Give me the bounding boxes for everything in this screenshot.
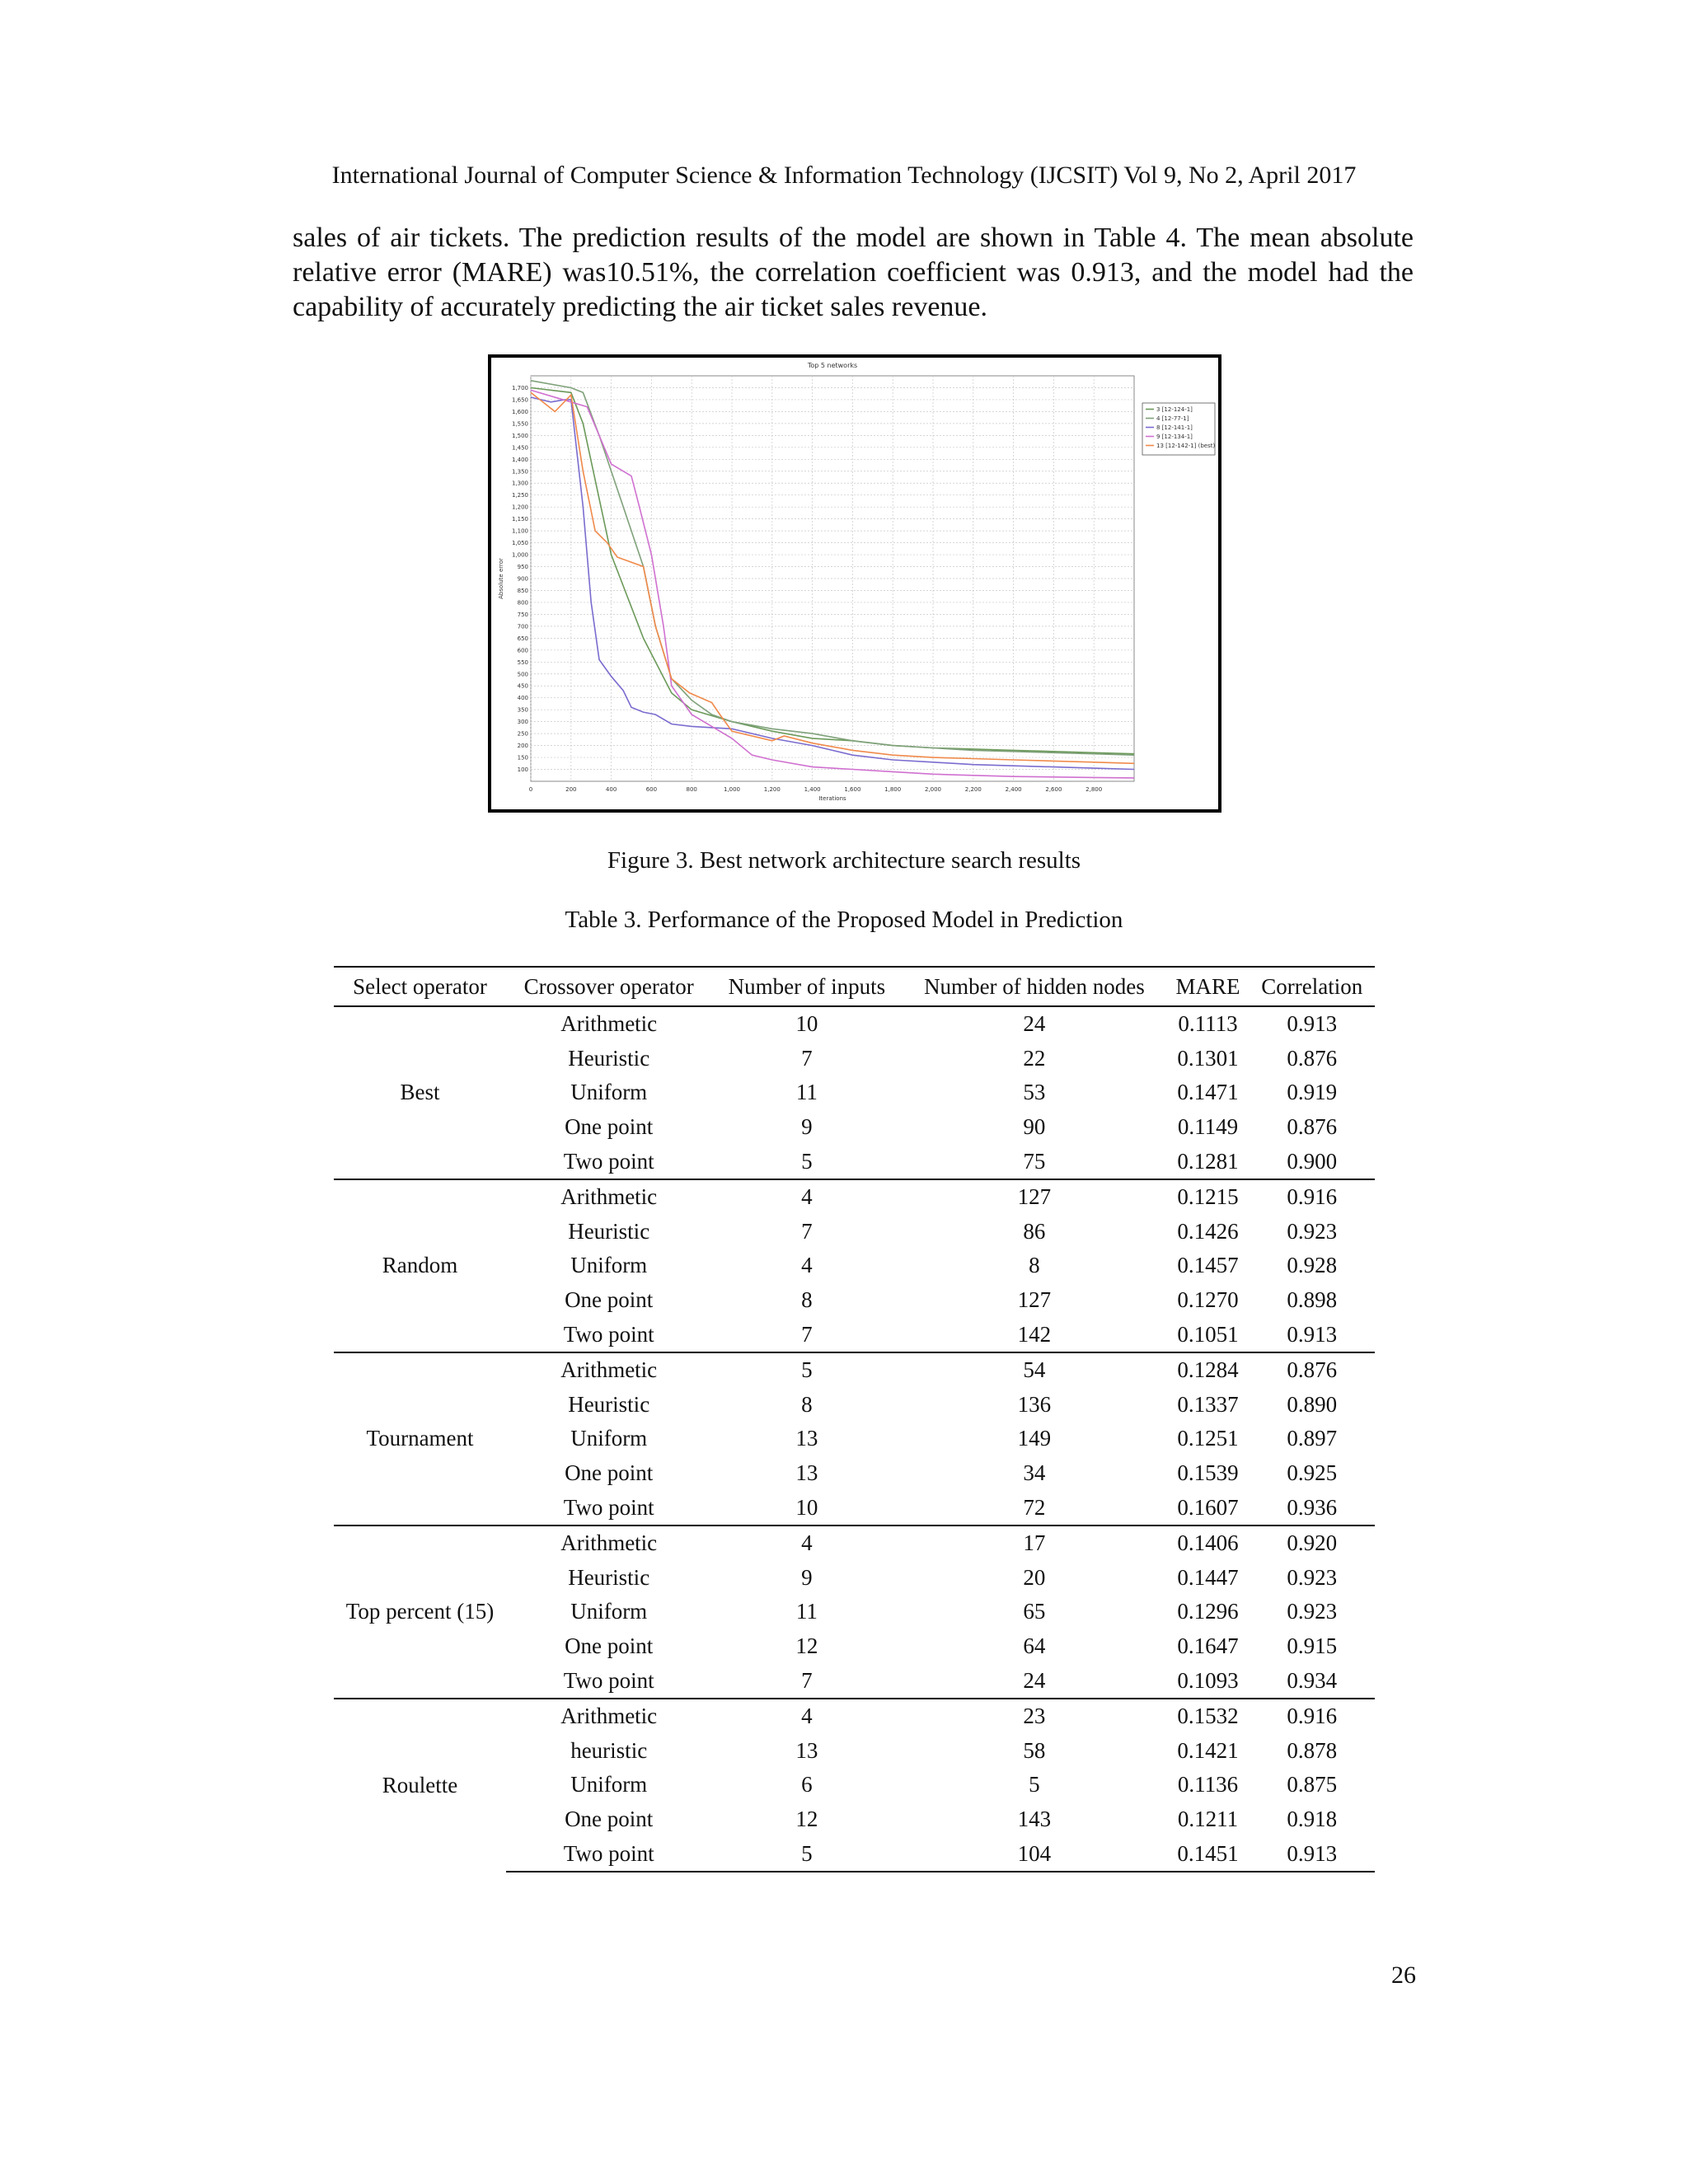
y-tick-label: 1,550 <box>511 420 528 428</box>
y-tick-label: 450 <box>517 682 528 690</box>
paragraph-line: relative error (MARE) was10.51%, the correlation coefficient was 0.913, and the model had the <box>293 257 1414 288</box>
correlation-cell: 0.876 <box>1250 1352 1375 1388</box>
correlation-cell: 0.918 <box>1287 1806 1338 1831</box>
select-operator-cell: Random <box>334 1179 506 1352</box>
y-tick-label: 750 <box>517 611 528 618</box>
mare-cell: 0.1211 <box>1177 1806 1239 1831</box>
y-tick-label: 600 <box>517 647 528 654</box>
inputs-cell: 8 <box>801 1287 813 1313</box>
page-number: 26 <box>1391 1961 1416 1989</box>
y-tick-label: 200 <box>517 743 528 750</box>
correlation-cell: 0.875 <box>1287 1772 1338 1797</box>
body-paragraph <box>293 221 1414 325</box>
hidden-nodes-cell: 127 <box>902 1179 1166 1215</box>
y-tick-label: 1,100 <box>511 527 528 535</box>
x-tick-label: 2,800 <box>1085 786 1103 793</box>
mare-cell: 0.1539 <box>1177 1460 1239 1486</box>
x-tick-label: 800 <box>686 786 697 793</box>
line-chart <box>491 358 1218 809</box>
hidden-nodes-cell: 64 <box>1023 1633 1046 1658</box>
x-axis-label: Iterations <box>818 795 846 802</box>
hidden-nodes-cell: 58 <box>1023 1737 1046 1763</box>
y-tick-label: 100 <box>517 766 528 774</box>
hidden-nodes-cell: 90 <box>1023 1114 1046 1140</box>
x-tick-label: 2,600 <box>1045 786 1062 793</box>
inputs-cell: 4 <box>711 1179 902 1215</box>
table-body <box>334 1006 1375 1872</box>
inputs-cell: 7 <box>801 1667 813 1693</box>
hidden-nodes-cell: 136 <box>1017 1391 1052 1417</box>
table-row <box>334 1352 1375 1388</box>
y-tick-label: 300 <box>517 719 528 726</box>
inputs-cell: 5 <box>711 1836 902 1872</box>
legend-entry: 8 [12-141-1] <box>1156 424 1193 431</box>
y-tick-label: 700 <box>517 623 528 630</box>
mare-cell: 0.1093 <box>1177 1667 1239 1693</box>
correlation-cell: 0.919 <box>1287 1080 1338 1105</box>
x-tick-label: 1,200 <box>763 786 781 793</box>
header-crossover-operator: Crossover operator <box>506 967 711 1006</box>
correlation-cell: 0.920 <box>1250 1526 1375 1561</box>
hidden-nodes-cell: 127 <box>1017 1287 1052 1313</box>
y-tick-label: 550 <box>517 658 528 666</box>
inputs-cell: 5 <box>711 1352 902 1388</box>
mare-cell: 0.1270 <box>1177 1287 1239 1313</box>
y-tick-label: 1,150 <box>511 516 528 523</box>
mare-cell: 0.1051 <box>1177 1321 1239 1347</box>
x-tick-label: 2,000 <box>924 786 942 793</box>
y-tick-label: 1,050 <box>511 540 528 547</box>
hidden-nodes-cell: 104 <box>902 1836 1166 1872</box>
hidden-nodes-cell: 20 <box>1023 1564 1046 1590</box>
crossover-cell: Uniform <box>570 1772 648 1797</box>
mare-cell: 0.1113 <box>1166 1006 1249 1042</box>
mare-cell: 0.1337 <box>1177 1391 1239 1417</box>
correlation-cell: 0.900 <box>1287 1148 1338 1174</box>
inputs-cell: 7 <box>801 1218 813 1244</box>
correlation-cell: 0.923 <box>1287 1218 1338 1244</box>
hidden-nodes-cell: 72 <box>1023 1494 1046 1520</box>
inputs-cell: 4 <box>801 1253 813 1278</box>
correlation-cell: 0.916 <box>1250 1179 1375 1215</box>
inputs-cell: 5 <box>801 1148 813 1174</box>
hidden-nodes-cell: 53 <box>1023 1080 1046 1105</box>
correlation-cell: 0.925 <box>1287 1460 1338 1486</box>
journal-header: International Journal of Computer Science & Information Technology (IJCSIT) Vol 9, No 2, April 2017 <box>331 162 1357 189</box>
x-tick-label: 1,800 <box>884 786 902 793</box>
hidden-nodes-cell: 34 <box>1023 1460 1046 1486</box>
mare-cell: 0.1421 <box>1177 1737 1239 1763</box>
correlation-cell: 0.876 <box>1287 1045 1338 1071</box>
hidden-nodes-cell: 17 <box>902 1526 1166 1561</box>
y-tick-label: 1,600 <box>511 408 528 415</box>
mare-cell: 0.1281 <box>1177 1148 1239 1174</box>
y-tick-label: 950 <box>517 564 528 571</box>
mare-cell: 0.1406 <box>1166 1526 1249 1561</box>
correlation-cell: 0.928 <box>1287 1253 1338 1278</box>
select-operator-cell: Top percent (15) <box>334 1526 506 1699</box>
mare-cell: 0.1471 <box>1177 1080 1239 1105</box>
legend-entry: 4 [12-77-1] <box>1156 415 1189 422</box>
y-tick-label: 900 <box>517 575 528 583</box>
header-hidden-nodes: Number of hidden nodes <box>902 967 1166 1006</box>
crossover-cell: Two point <box>506 1836 711 1872</box>
crossover-cell: Uniform <box>570 1426 648 1451</box>
hidden-nodes-cell: 149 <box>1017 1426 1052 1451</box>
mare-cell: 0.1301 <box>1177 1045 1239 1071</box>
mare-cell: 0.1284 <box>1166 1352 1249 1388</box>
x-tick-label: 400 <box>605 786 617 793</box>
hidden-nodes-cell: 75 <box>1023 1148 1046 1174</box>
crossover-cell: Arithmetic <box>506 1352 711 1388</box>
hidden-nodes-cell: 22 <box>1023 1045 1046 1071</box>
table-row <box>334 1526 1375 1561</box>
y-tick-label: 1,500 <box>511 432 528 439</box>
crossover-cell: Heuristic <box>568 1564 650 1590</box>
x-tick-label: 2,200 <box>964 786 982 793</box>
inputs-cell: 6 <box>801 1772 813 1797</box>
inputs-cell: 8 <box>801 1391 813 1417</box>
legend-entry: 9 [12-134-1] <box>1156 434 1193 440</box>
crossover-cell: Heuristic <box>568 1045 650 1071</box>
inputs-cell: 12 <box>795 1806 818 1831</box>
x-tick-label: 0 <box>528 786 533 793</box>
y-tick-label: 1,000 <box>511 551 528 559</box>
hidden-nodes-cell: 23 <box>902 1699 1166 1734</box>
y-tick-label: 1,700 <box>511 384 528 391</box>
inputs-cell: 11 <box>795 1599 818 1624</box>
inputs-cell: 10 <box>711 1006 902 1042</box>
inputs-cell: 4 <box>711 1699 902 1734</box>
correlation-cell: 0.913 <box>1250 1836 1375 1872</box>
x-tick-label: 600 <box>645 786 658 793</box>
x-tick-label: 1,400 <box>804 786 821 793</box>
hidden-nodes-cell: 24 <box>1023 1667 1046 1693</box>
inputs-cell: 10 <box>795 1494 818 1520</box>
crossover-cell: Heuristic <box>568 1391 650 1417</box>
hidden-nodes-cell: 65 <box>1023 1599 1046 1624</box>
y-tick-label: 650 <box>517 635 528 642</box>
crossover-cell: heuristic <box>570 1737 648 1763</box>
inputs-cell: 4 <box>711 1526 902 1561</box>
y-tick-label: 150 <box>517 754 528 762</box>
y-tick-label: 350 <box>517 706 528 714</box>
hidden-nodes-cell: 8 <box>1029 1253 1040 1278</box>
figure-3-chart <box>488 354 1221 813</box>
inputs-cell: 7 <box>801 1045 813 1071</box>
mare-cell: 0.1457 <box>1177 1253 1239 1278</box>
inputs-cell: 13 <box>795 1460 818 1486</box>
paragraph-line: sales of air tickets. The prediction results of the model are shown in Table 4. The mean absolute <box>293 223 1414 253</box>
inputs-cell: 7 <box>801 1321 813 1347</box>
crossover-cell: Arithmetic <box>506 1526 711 1561</box>
select-operator-cell: Tournament <box>334 1352 506 1526</box>
y-tick-label: 1,300 <box>511 480 528 487</box>
inputs-cell: 9 <box>801 1564 813 1590</box>
hidden-nodes-cell: 24 <box>902 1006 1166 1042</box>
inputs-cell: 12 <box>795 1633 818 1658</box>
select-operator-cell: Roulette <box>334 1699 506 1872</box>
y-tick-label: 850 <box>517 587 528 594</box>
correlation-cell: 0.936 <box>1287 1494 1338 1520</box>
correlation-cell: 0.890 <box>1287 1391 1338 1417</box>
mare-cell: 0.1296 <box>1177 1599 1239 1624</box>
y-tick-label: 250 <box>517 730 528 738</box>
y-tick-label: 1,450 <box>511 444 528 452</box>
y-tick-label: 1,350 <box>511 468 528 476</box>
crossover-cell: Arithmetic <box>506 1006 711 1042</box>
paragraph-line: capability of accurately predicting the air ticket sales revenue. <box>293 292 987 322</box>
crossover-cell: Heuristic <box>568 1218 650 1244</box>
crossover-cell: One point <box>565 1633 654 1658</box>
chart-title: Top 5 networks <box>807 362 858 369</box>
mare-cell: 0.1215 <box>1166 1179 1249 1215</box>
header-select-operator: Select operator <box>334 967 506 1006</box>
y-tick-label: 1,250 <box>511 492 528 499</box>
correlation-cell: 0.898 <box>1287 1287 1338 1313</box>
y-tick-label: 1,200 <box>511 504 528 511</box>
header-mare: MARE <box>1166 967 1249 1006</box>
mare-cell: 0.1136 <box>1177 1772 1239 1797</box>
correlation-cell: 0.923 <box>1287 1564 1338 1590</box>
x-tick-label: 1,600 <box>844 786 861 793</box>
crossover-cell: One point <box>565 1460 654 1486</box>
correlation-cell: 0.876 <box>1287 1114 1338 1140</box>
crossover-cell: Two point <box>563 1321 654 1347</box>
correlation-cell: 0.923 <box>1287 1599 1338 1624</box>
x-tick-label: 2,400 <box>1005 786 1022 793</box>
legend-entry: 13 [12-142-1] (best) <box>1156 443 1216 449</box>
y-axis-label: Absolute error <box>498 558 504 599</box>
results-table <box>334 966 1375 1872</box>
crossover-cell: One point <box>565 1114 654 1140</box>
crossover-cell: Uniform <box>570 1599 648 1624</box>
crossover-cell: Two point <box>563 1148 654 1174</box>
header-correlation: Correlation <box>1250 967 1375 1006</box>
correlation-cell: 0.934 <box>1287 1667 1338 1693</box>
correlation-cell: 0.916 <box>1250 1699 1375 1734</box>
inputs-cell: 11 <box>795 1080 818 1105</box>
hidden-nodes-cell: 54 <box>902 1352 1166 1388</box>
inputs-cell: 13 <box>795 1737 818 1763</box>
mare-cell: 0.1607 <box>1177 1494 1239 1520</box>
hidden-nodes-cell: 86 <box>1023 1218 1046 1244</box>
legend-entry: 3 [12-124-1] <box>1156 406 1193 413</box>
inputs-cell: 13 <box>795 1426 818 1451</box>
x-tick-label: 200 <box>565 786 577 793</box>
table-row <box>334 1179 1375 1215</box>
table-caption: Table 3. Performance of the Proposed Model in Prediction <box>565 907 1123 933</box>
crossover-cell: Arithmetic <box>506 1699 711 1734</box>
mare-cell: 0.1647 <box>1177 1633 1239 1658</box>
header-number-of-inputs: Number of inputs <box>711 967 902 1006</box>
hidden-nodes-cell: 142 <box>1017 1321 1052 1347</box>
y-tick-label: 500 <box>517 671 528 678</box>
x-tick-label: 1,000 <box>723 786 741 793</box>
crossover-cell: Two point <box>563 1667 654 1693</box>
mare-cell: 0.1447 <box>1177 1564 1239 1590</box>
correlation-cell: 0.913 <box>1250 1006 1375 1042</box>
mare-cell: 0.1251 <box>1177 1426 1239 1451</box>
mare-cell: 0.1426 <box>1177 1218 1239 1244</box>
table-row <box>334 1006 1375 1042</box>
correlation-cell: 0.878 <box>1287 1737 1338 1763</box>
y-tick-label: 1,400 <box>511 456 528 463</box>
hidden-nodes-cell: 5 <box>1029 1772 1040 1797</box>
inputs-cell: 9 <box>801 1114 813 1140</box>
correlation-cell: 0.897 <box>1287 1426 1338 1451</box>
mare-cell: 0.1149 <box>1177 1114 1239 1140</box>
figure-caption: Figure 3. Best network architecture search results <box>607 847 1081 874</box>
y-tick-label: 400 <box>517 695 528 702</box>
crossover-cell: One point <box>565 1287 654 1313</box>
y-tick-label: 1,650 <box>511 396 528 404</box>
correlation-cell: 0.915 <box>1287 1633 1338 1658</box>
y-tick-label: 800 <box>517 599 528 607</box>
crossover-cell: Uniform <box>570 1080 648 1105</box>
table-header-row <box>334 967 1375 1006</box>
mare-cell: 0.1532 <box>1166 1699 1249 1734</box>
crossover-cell: Uniform <box>570 1253 648 1278</box>
correlation-cell: 0.913 <box>1287 1321 1338 1347</box>
table-row <box>334 1699 1375 1734</box>
hidden-nodes-cell: 143 <box>1017 1806 1052 1831</box>
mare-cell: 0.1451 <box>1166 1836 1249 1872</box>
select-operator-cell: Best <box>334 1006 506 1179</box>
crossover-cell: Arithmetic <box>506 1179 711 1215</box>
crossover-cell: One point <box>565 1806 654 1831</box>
crossover-cell: Two point <box>563 1494 654 1520</box>
